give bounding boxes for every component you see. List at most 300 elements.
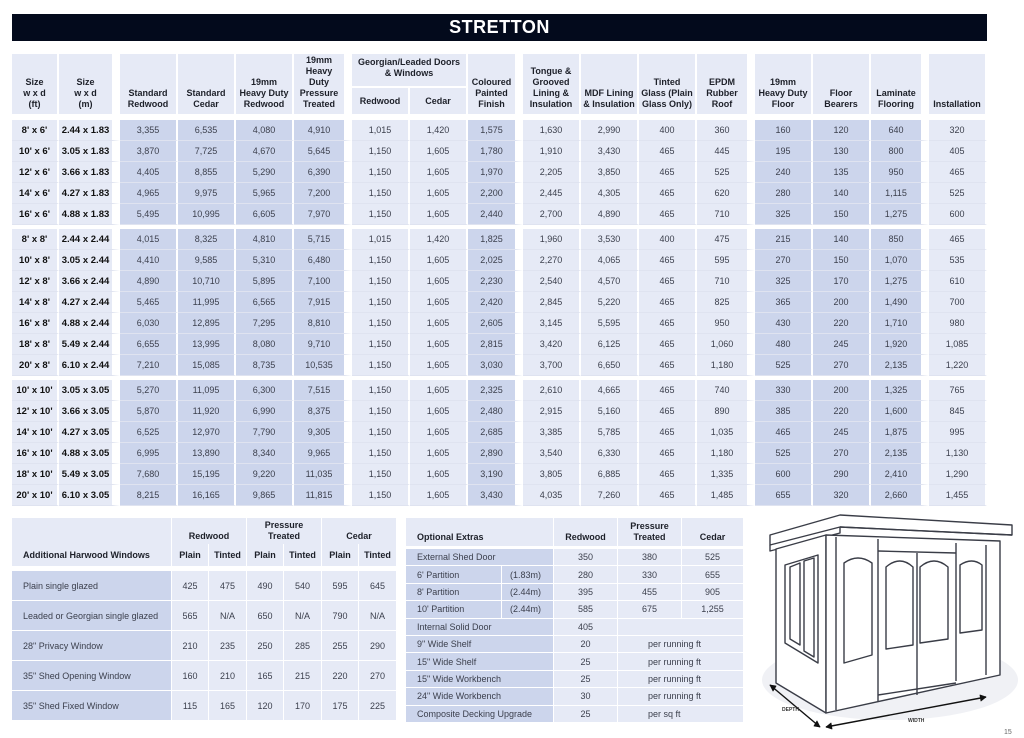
price-cell: 1,605	[410, 183, 468, 204]
table-row	[12, 464, 987, 485]
price-cell: 1,150	[352, 183, 410, 204]
extra-label: Composite Decking Upgrade	[406, 705, 554, 722]
price-cell: 285	[284, 630, 322, 660]
price-cell: 140	[813, 229, 871, 250]
price-cell: 740	[697, 380, 755, 401]
price-cell: 465	[639, 464, 697, 485]
price-cell: 25	[554, 705, 618, 722]
size-ft-cell: 8' x 6'	[12, 120, 59, 141]
price-cell: 5,965	[236, 183, 294, 204]
price-cell: 5,270	[120, 380, 178, 401]
price-cell: 6,300	[236, 380, 294, 401]
price-cell: 170	[813, 271, 871, 292]
price-cell: 455	[618, 583, 682, 600]
price-cell: 465	[639, 485, 697, 506]
size-ft-cell: 8' x 8'	[12, 229, 59, 250]
width-label: WIDTH	[908, 718, 925, 724]
price-cell: 4,035	[523, 485, 581, 506]
price-cell: 2,230	[468, 271, 523, 292]
price-cell: 3,805	[523, 464, 581, 485]
size-m-cell: 4.88 x 3.05	[59, 443, 120, 464]
price-cell: 595	[697, 250, 755, 271]
price-cell: 1,150	[352, 334, 410, 355]
table-row	[12, 630, 397, 660]
price-cell: 2,135	[871, 443, 929, 464]
size-ft-cell: 12' x 10'	[12, 401, 59, 422]
georgian-group-header: Georgian/Leaded Doors & Windows	[352, 54, 468, 86]
price-cell: 2,025	[468, 250, 523, 271]
price-cell: 220	[813, 401, 871, 422]
price-cell: 1,180	[697, 443, 755, 464]
price-cell: 845	[929, 401, 987, 422]
price-cell: 6,030	[120, 313, 178, 334]
size-ft-cell: 14' x 10'	[12, 422, 59, 443]
price-cell: 5,495	[120, 204, 178, 225]
size-m-cell: 3.05 x 2.44	[59, 250, 120, 271]
laminate-header: Laminate Flooring	[871, 54, 929, 114]
sub-plain: Plain	[172, 544, 209, 566]
size-ft-cell: 14' x 6'	[12, 183, 59, 204]
price-cell: 20	[554, 635, 618, 652]
price-cell: 1,420	[410, 229, 468, 250]
windows-title: Additional Harwood Windows	[12, 518, 172, 566]
price-cell: 4,080	[236, 120, 294, 141]
price-cell: 535	[929, 250, 987, 271]
installation-header: Installation	[929, 54, 987, 114]
size-m-cell: 3.66 x 1.83	[59, 162, 120, 183]
price-cell: 5,785	[581, 422, 639, 443]
price-cell: 1,150	[352, 401, 410, 422]
price-cell: 3,430	[581, 141, 639, 162]
price-cell: 1,605	[410, 250, 468, 271]
price-cell: 2,270	[523, 250, 581, 271]
price-cell: 480	[755, 334, 813, 355]
price-cell: 850	[871, 229, 929, 250]
price-cell: 6,565	[236, 292, 294, 313]
price-cell: 465	[639, 204, 697, 225]
price-cell: 1,490	[871, 292, 929, 313]
price-cell: 1,825	[468, 229, 523, 250]
extra-label: Internal Solid Door	[406, 618, 554, 635]
price-cell: 4,890	[581, 204, 639, 225]
price-cell: 1,325	[871, 380, 929, 401]
price-cell: 400	[639, 120, 697, 141]
price-cell: 465	[639, 292, 697, 313]
epdm-header: EPDM Rubber Roof	[697, 54, 755, 114]
size-m-cell: 3.05 x 1.83	[59, 141, 120, 162]
hd-redwood-header: 19mm Heavy Duty Redwood	[236, 54, 294, 114]
price-cell: 330	[755, 380, 813, 401]
price-cell: 465	[639, 271, 697, 292]
price-cell: 1,605	[410, 313, 468, 334]
price-cell: 9,965	[294, 443, 352, 464]
price-cell: 6,995	[120, 443, 178, 464]
sub-plain: Plain	[322, 544, 359, 566]
price-cell: 430	[755, 313, 813, 334]
price-cell: 6,125	[581, 334, 639, 355]
price-cell: 11,815	[294, 485, 352, 506]
price-cell: 25	[554, 670, 618, 687]
price-cell: 8,855	[178, 162, 236, 183]
price-cell: 525	[755, 355, 813, 376]
price-cell: 4,570	[581, 271, 639, 292]
price-cell: 1,605	[410, 422, 468, 443]
price-cell: N/A	[209, 600, 247, 630]
table-row	[12, 570, 397, 600]
size-m-cell: 5.49 x 2.44	[59, 334, 120, 355]
price-cell: 9,220	[236, 464, 294, 485]
table-row	[12, 162, 987, 183]
table-row	[406, 583, 744, 600]
price-cell: 1,605	[410, 162, 468, 183]
mdf-header: MDF Lining & Insulation	[581, 54, 639, 114]
price-cell: 7,970	[294, 204, 352, 225]
price-cell: 4,015	[120, 229, 178, 250]
unit-note: per sq ft	[618, 705, 744, 722]
price-cell: 645	[359, 570, 397, 600]
sub-tinted: Tinted	[359, 544, 397, 566]
price-cell: 13,995	[178, 334, 236, 355]
price-cell: 10,710	[178, 271, 236, 292]
table-row	[12, 422, 987, 443]
price-cell: 1,455	[929, 485, 987, 506]
table-row	[12, 660, 397, 690]
price-cell: 220	[322, 660, 359, 690]
price-cell: 4,890	[120, 271, 178, 292]
price-cell: 1,605	[410, 204, 468, 225]
price-cell: 3,870	[120, 141, 178, 162]
extra-label: 6' Partition	[406, 565, 502, 582]
price-cell: 1,970	[468, 162, 523, 183]
table-row	[406, 618, 744, 635]
price-cell: 540	[284, 570, 322, 600]
price-cell: 1,150	[352, 292, 410, 313]
unit-note: per running ft	[618, 687, 744, 704]
price-cell: 8,215	[120, 485, 178, 506]
tinted-header: Tinted Glass (Plain Glass Only)	[639, 54, 697, 114]
table-row	[406, 652, 744, 669]
price-cell: 1,150	[352, 313, 410, 334]
price-cell: 215	[755, 229, 813, 250]
price-cell: 1,290	[929, 464, 987, 485]
price-cell: 465	[639, 162, 697, 183]
price-cell: 1,015	[352, 120, 410, 141]
price-cell: 6,605	[236, 204, 294, 225]
price-cell: 465	[929, 162, 987, 183]
price-cell: 1,150	[352, 485, 410, 506]
price-cell: 2,200	[468, 183, 523, 204]
windows-group-cedar: Cedar	[322, 518, 397, 544]
price-cell: 1,605	[410, 464, 468, 485]
price-cell: 8,325	[178, 229, 236, 250]
size-m-cell: 5.49 x 3.05	[59, 464, 120, 485]
price-cell: 2,685	[468, 422, 523, 443]
table-row	[12, 229, 987, 250]
price-cell: 325	[755, 271, 813, 292]
price-cell: 1,420	[410, 120, 468, 141]
price-cell: 1,605	[410, 334, 468, 355]
price-cell: 280	[554, 565, 618, 582]
price-cell: 1,960	[523, 229, 581, 250]
price-cell: 765	[929, 380, 987, 401]
price-cell: 1,335	[697, 464, 755, 485]
price-cell: 1,600	[871, 401, 929, 422]
price-cell: 465	[639, 443, 697, 464]
price-cell: 995	[929, 422, 987, 443]
price-cell: 1,630	[523, 120, 581, 141]
size-m-cell: 2.44 x 2.44	[59, 229, 120, 250]
price-cell: 8,375	[294, 401, 352, 422]
window-type: 35" Shed Fixed Window	[12, 690, 172, 720]
sub-tinted: Tinted	[284, 544, 322, 566]
price-cell: 1,605	[410, 292, 468, 313]
price-cell: 525	[929, 183, 987, 204]
size-m-cell: 6.10 x 2.44	[59, 355, 120, 376]
price-cell: 1,605	[410, 401, 468, 422]
price-cell: 6,650	[581, 355, 639, 376]
price-cell: 710	[697, 271, 755, 292]
unit-note: per running ft	[618, 635, 744, 652]
price-cell: 1,275	[871, 271, 929, 292]
size-m-cell: 3.66 x 3.05	[59, 401, 120, 422]
size-ft-cell: 20' x 10'	[12, 485, 59, 506]
size-ft-cell: 10' x 10'	[12, 380, 59, 401]
size-m-cell: 4.27 x 2.44	[59, 292, 120, 313]
table-row	[12, 355, 987, 376]
price-cell: 280	[755, 183, 813, 204]
price-cell: 395	[554, 583, 618, 600]
size-m-cell: 3.05 x 3.05	[59, 380, 120, 401]
price-cell: 9,865	[236, 485, 294, 506]
price-cell: 5,870	[120, 401, 178, 422]
price-cell: 15,085	[178, 355, 236, 376]
price-cell: 350	[554, 548, 618, 565]
price-cell: 465	[639, 250, 697, 271]
price-cell: 2,540	[523, 271, 581, 292]
table-row	[406, 670, 744, 687]
price-cell: 1,485	[697, 485, 755, 506]
price-cell: 10,535	[294, 355, 352, 376]
size-ft-cell: 20' x 8'	[12, 355, 59, 376]
table-row	[406, 565, 744, 582]
price-cell: 1,150	[352, 204, 410, 225]
price-cell: 3,700	[523, 355, 581, 376]
price-cell: 405	[554, 618, 618, 635]
price-cell: 2,610	[523, 380, 581, 401]
price-cell: 5,310	[236, 250, 294, 271]
price-cell: 465	[639, 141, 697, 162]
price-table	[12, 54, 987, 506]
window-type: 28" Privacy Window	[12, 630, 172, 660]
price-cell: 650	[247, 600, 284, 630]
price-cell: 3,540	[523, 443, 581, 464]
size-m-cell: 6.10 x 3.05	[59, 485, 120, 506]
hd-pressure-header: 19mm Heavy Duty Pressure Treated	[294, 54, 352, 114]
extras-col-redwood: Redwood	[554, 518, 618, 546]
price-cell: 525	[755, 443, 813, 464]
table-row	[12, 313, 987, 334]
size-ft-cell: 16' x 8'	[12, 313, 59, 334]
price-cell: 4,405	[120, 162, 178, 183]
price-cell: 4,910	[294, 120, 352, 141]
price-cell: 11,920	[178, 401, 236, 422]
price-cell: 6,535	[178, 120, 236, 141]
price-cell: 5,160	[581, 401, 639, 422]
price-cell: 465	[639, 334, 697, 355]
price-cell: 160	[172, 660, 209, 690]
extras-col-cedar: Cedar	[682, 518, 744, 546]
table-row	[12, 292, 987, 313]
summerhouse-illustration	[760, 505, 1022, 733]
size-ft-cell: 14' x 8'	[12, 292, 59, 313]
table-row	[12, 443, 987, 464]
price-cell: 2,440	[468, 204, 523, 225]
price-cell: 115	[172, 690, 209, 720]
price-cell: 7,295	[236, 313, 294, 334]
price-cell: 12,970	[178, 422, 236, 443]
price-cell: 1,150	[352, 162, 410, 183]
price-cell: 2,445	[523, 183, 581, 204]
price-cell: 195	[755, 141, 813, 162]
size-ft-cell: 16' x 10'	[12, 443, 59, 464]
extra-note: (2.44m)	[502, 600, 554, 617]
table-row	[12, 600, 397, 630]
price-cell: 1,150	[352, 443, 410, 464]
price-cell: 465	[639, 422, 697, 443]
price-cell: 210	[172, 630, 209, 660]
table-row	[406, 548, 744, 565]
extras-title: Optional Extras	[406, 518, 554, 546]
price-cell: 13,890	[178, 443, 236, 464]
price-cell: 25	[554, 652, 618, 669]
size-ft-cell: 18' x 10'	[12, 464, 59, 485]
extras-col-pressure: Pressure Treated	[618, 518, 682, 546]
price-cell: 7,915	[294, 292, 352, 313]
price-cell: 585	[554, 600, 618, 617]
price-cell: 3,030	[468, 355, 523, 376]
price-cell: 250	[247, 630, 284, 660]
price-cell: 150	[813, 204, 871, 225]
price-cell: 800	[871, 141, 929, 162]
price-cell: 8,735	[236, 355, 294, 376]
window-type: Leaded or Georgian single glazed	[12, 600, 172, 630]
price-cell: 490	[247, 570, 284, 600]
price-cell: 1,060	[697, 334, 755, 355]
price-cell: 385	[755, 401, 813, 422]
price-cell: 1,255	[682, 600, 744, 617]
price-cell: 255	[322, 630, 359, 660]
price-cell: 465	[639, 401, 697, 422]
price-cell: 2,845	[523, 292, 581, 313]
price-cell: 7,515	[294, 380, 352, 401]
price-cell: 9,710	[294, 334, 352, 355]
price-cell: 210	[209, 660, 247, 690]
price-cell: 130	[813, 141, 871, 162]
price-cell: 3,145	[523, 313, 581, 334]
price-cell: 5,645	[294, 141, 352, 162]
size-m-cell: 3.66 x 2.44	[59, 271, 120, 292]
price-cell: 4,065	[581, 250, 639, 271]
price-cell: 465	[929, 229, 987, 250]
price-cell: 5,290	[236, 162, 294, 183]
price-cell: 1,070	[871, 250, 929, 271]
table-row	[12, 690, 397, 720]
size-ft-cell: 12' x 6'	[12, 162, 59, 183]
price-cell: 1,130	[929, 443, 987, 464]
price-cell: 1,605	[410, 271, 468, 292]
price-cell: 325	[755, 204, 813, 225]
price-cell: 620	[697, 183, 755, 204]
price-cell: 5,220	[581, 292, 639, 313]
page-number: 15	[1004, 729, 1012, 736]
extra-label: 10' Partition	[406, 600, 502, 617]
size-ft-cell: 18' x 8'	[12, 334, 59, 355]
size-ft-cell: 16' x 6'	[12, 204, 59, 225]
price-cell: 220	[813, 313, 871, 334]
price-cell: 9,585	[178, 250, 236, 271]
price-cell: 1,710	[871, 313, 929, 334]
price-cell: 4,665	[581, 380, 639, 401]
price-cell: 565	[172, 600, 209, 630]
price-cell: 10,995	[178, 204, 236, 225]
price-cell: 11,095	[178, 380, 236, 401]
size-m-header: Size w x d (m)	[59, 54, 120, 114]
windows-group-pressure: Pressure Treated	[247, 518, 322, 544]
price-cell: 9,975	[178, 183, 236, 204]
page-title: STRETTON	[12, 14, 987, 41]
price-cell: 140	[813, 183, 871, 204]
price-cell: 11,995	[178, 292, 236, 313]
price-cell: 710	[697, 204, 755, 225]
price-cell: 2,660	[871, 485, 929, 506]
price-cell: 1,605	[410, 380, 468, 401]
window-type: Plain single glazed	[12, 570, 172, 600]
price-cell: 7,200	[294, 183, 352, 204]
price-cell: 1,150	[352, 380, 410, 401]
price-cell: 465	[639, 183, 697, 204]
price-cell: 3,430	[468, 485, 523, 506]
table-row	[12, 183, 987, 204]
price-cell: 6,390	[294, 162, 352, 183]
price-cell: 3,850	[581, 162, 639, 183]
price-cell: 1,575	[468, 120, 523, 141]
price-cell: N/A	[359, 600, 397, 630]
extra-note: (1.83m)	[502, 565, 554, 582]
size-m-cell: 4.88 x 2.44	[59, 313, 120, 334]
price-cell: 980	[929, 313, 987, 334]
georgian-cedar-header: Cedar	[410, 86, 468, 114]
price-cell: 890	[697, 401, 755, 422]
price-cell: 12,895	[178, 313, 236, 334]
georgian-redwood-header: Redwood	[352, 86, 410, 114]
price-cell: 8,810	[294, 313, 352, 334]
table-row	[12, 485, 987, 506]
price-cell: 525	[697, 162, 755, 183]
price-cell: 225	[359, 690, 397, 720]
price-cell: 5,715	[294, 229, 352, 250]
price-cell: 8,340	[236, 443, 294, 464]
price-cell: 1,150	[352, 250, 410, 271]
price-cell: 2,890	[468, 443, 523, 464]
price-cell: 700	[929, 292, 987, 313]
size-m-cell: 4.27 x 3.05	[59, 422, 120, 443]
price-cell: 640	[871, 120, 929, 141]
price-cell: 1,150	[352, 141, 410, 162]
size-ft-cell: 12' x 8'	[12, 271, 59, 292]
extra-note: (2.44m)	[502, 583, 554, 600]
price-cell: 7,100	[294, 271, 352, 292]
price-cell: 320	[813, 485, 871, 506]
